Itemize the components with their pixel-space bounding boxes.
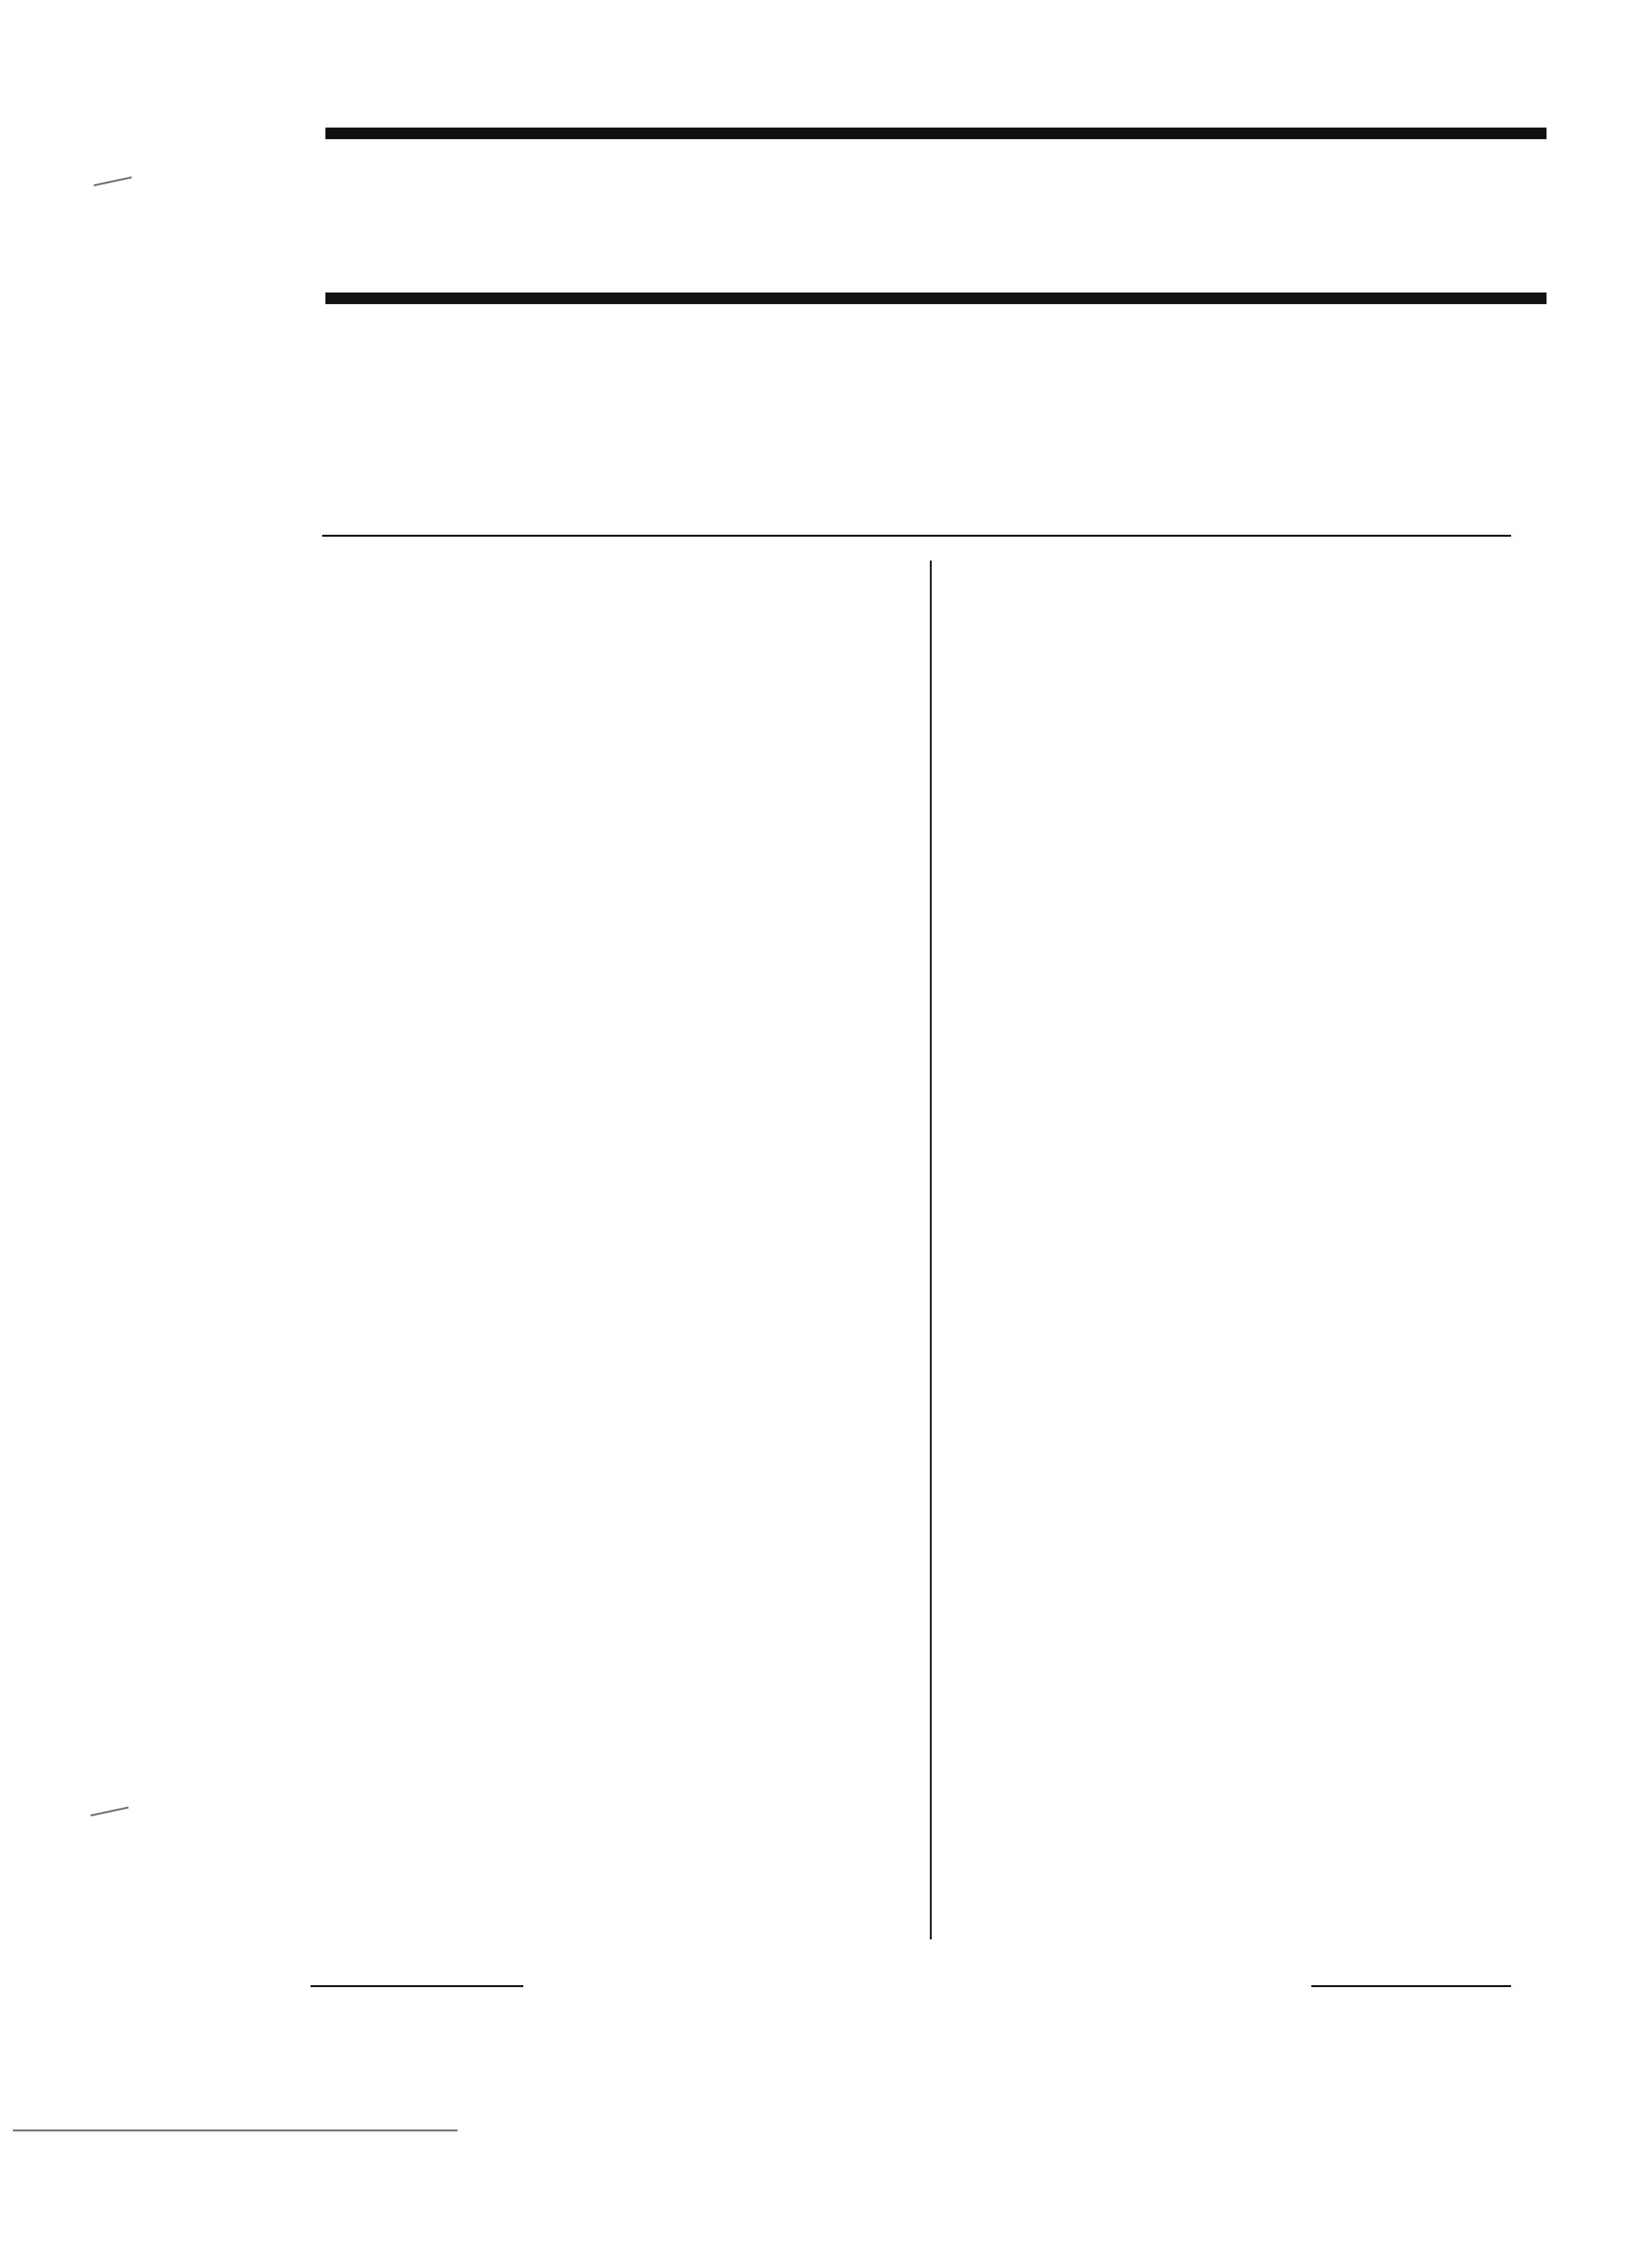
column-divider (930, 561, 932, 1939)
footer-rule-right (1311, 1985, 1511, 1987)
scan-mark (13, 2129, 458, 2131)
top-rule (325, 128, 1547, 139)
scan-mark (93, 177, 131, 186)
middle-rule (325, 293, 1547, 304)
footer-rule-left (311, 1985, 523, 1987)
scan-mark (90, 1807, 128, 1816)
index-rule (322, 535, 1511, 537)
